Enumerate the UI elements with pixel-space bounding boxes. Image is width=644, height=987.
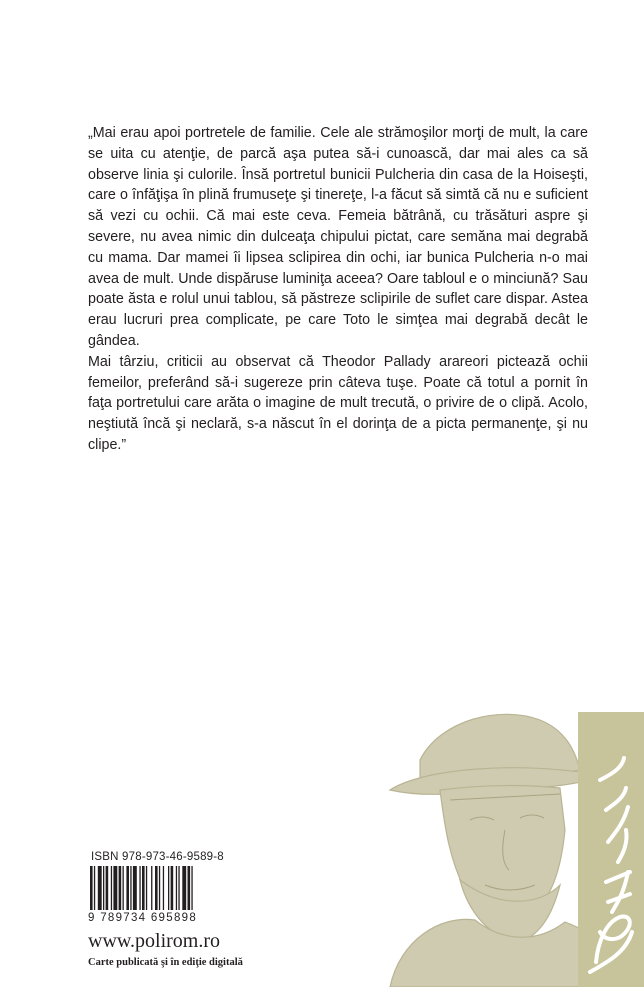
barcode-bar <box>119 866 122 910</box>
barcode-bar <box>178 866 179 910</box>
barcode-bar <box>106 866 109 910</box>
barcode-bar <box>151 866 152 910</box>
digital-edition-note: Carte publicată şi în ediţie digitală <box>88 957 243 968</box>
barcode-bar <box>171 866 174 910</box>
publisher-website: www.polirom.ro <box>88 930 221 952</box>
barcode-bar <box>113 866 117 910</box>
barcode-bar <box>155 866 158 910</box>
barcode-bar <box>130 866 131 910</box>
barcode <box>88 866 226 912</box>
pallady-tab <box>578 712 644 987</box>
barcode-bar <box>163 866 164 910</box>
barcode-bar <box>133 866 137 910</box>
back-cover-blurb <box>88 123 588 456</box>
blurb-paragraph-2: Mai târziu, criticii au observat că Theodor Pallady arareori pictează ochii femeilor, preferând să-i sugereze prin câteva tuşe. Poate că totul a pornit în faţa portretului care arăta o imagine de mult trecută, o privire de o clipă. Acolo, neştiută încă şi neclară, s-a născut în el dorinţa de a picta permanenţe, şi nu clipe.” <box>88 353 588 453</box>
barcode-bar <box>182 866 186 910</box>
barcode-bar <box>159 866 160 910</box>
barcode-bar <box>126 866 129 910</box>
barcode-bar <box>123 866 124 910</box>
barcode-bar <box>168 866 169 910</box>
barcode-bar <box>111 866 112 910</box>
barcode-digits: 9 789734 695898 <box>88 912 198 924</box>
barcode-bar <box>191 866 192 910</box>
barcode-bar <box>94 866 95 910</box>
barcode-bar <box>139 866 140 910</box>
isbn-label: ISBN 978-973-46-9589-8 <box>91 851 224 863</box>
barcode-bar <box>146 866 147 910</box>
blurb-paragraph-1: „Mai erau apoi portretele de familie. Cele ale strămoşilor morţi de mult, la care se uita cu atenţie, de parcă aşa putea să-i cunoască, dar mai ales ca să observe linia şi culorile. Însă portretul bunicii Pulcheria din casa de la Hoiseşti, care o înfăţişa în plină frumuseţe şi tinereţe, l-a făcut să simtă că nu e suficient să vezi cu ochii. Că mai este ceva. Femeia bătrână, cu trăsături aspre şi severe, nu avea nimic din dulceaţa chipului pictat, care semăna mai degrabă cu mama. Dar mamei îi lipsea sclipirea din ochi, iar bunica Pulcheria n-o mai avea de mult. Unde dispăruse luminiţa aceea? Oare tabloul e o minciună? Sau poate ăsta e rolul unui tablou, să păstreze sclipirile de suflet care dispar. Astea erau lucruri prea complicate, pe care Toto le simţea mai degrabă decât le gândea. <box>88 125 588 349</box>
pallady-signature-logo <box>578 712 644 987</box>
barcode-bar <box>188 866 191 910</box>
barcode-bar <box>98 866 102 910</box>
barcode-bar <box>103 866 104 910</box>
barcode-bar <box>176 866 177 910</box>
barcode-bar <box>142 866 145 910</box>
barcode-bar <box>90 866 93 910</box>
